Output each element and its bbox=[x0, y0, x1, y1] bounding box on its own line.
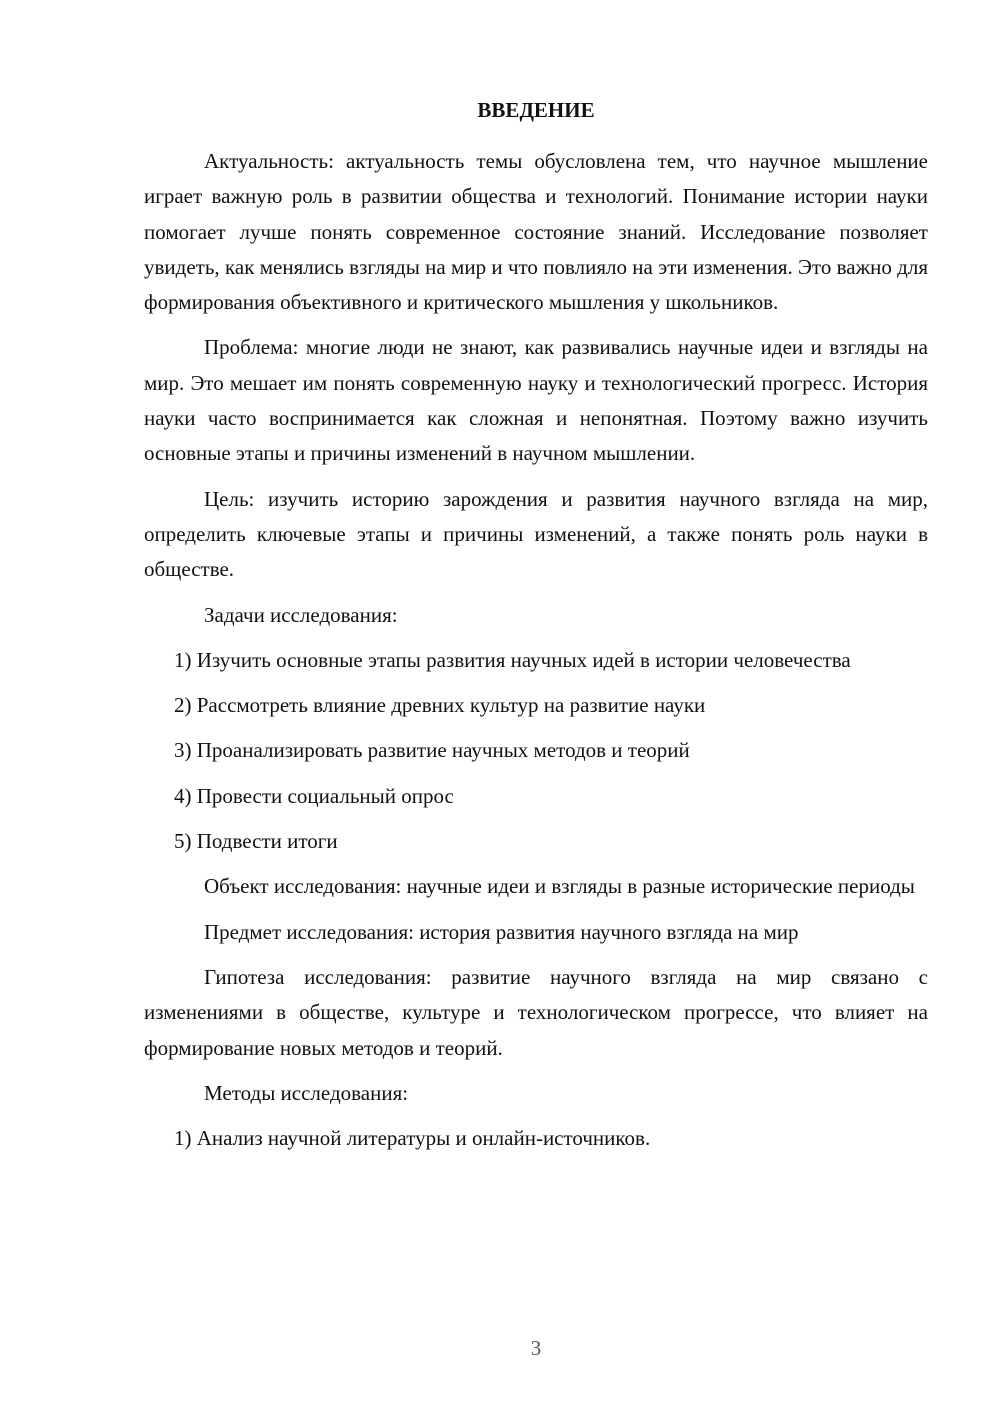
paragraph-relevance: Актуальность: актуальность темы обусловлена тем, что научное мышление играет важную роль в развитии общества и технологий. Понимание истории науки помогает лучше понять современное состояние знаний. Исследование позволяет увидеть, как менялись взгляды на мир и что повлияло на эти изменения. Это важно для формирования объективного и критического мышления у школьников. bbox=[144, 149, 928, 315]
methods-heading: Методы исследования: bbox=[204, 1080, 409, 1105]
task-item: 4) Провести социальный опрос bbox=[174, 783, 454, 808]
method-item: 1) Анализ научной литературы и онлайн-источников. bbox=[174, 1126, 651, 1151]
tasks-heading: Задачи исследования: bbox=[204, 602, 398, 627]
paragraph-problem: Проблема: многие люди не знают, как развивались научные идеи и взгляды на мир. Это мешает им понять современную науку и технологический прогресс. История науки часто воспринимается как сложная и непонятная. Поэтому важно изучить основные этапы и причины изменений в научном мышлении. bbox=[144, 335, 928, 466]
paragraph-subject: Предмет исследования: история развития научного взгляда на мир bbox=[204, 919, 799, 944]
page-title: ВВЕДЕНИЕ bbox=[477, 98, 595, 122]
task-item: 3) Проанализировать развитие научных методов и теорий bbox=[174, 738, 690, 763]
paragraph-object: Объект исследования: научные идеи и взгляды в разные исторические периоды bbox=[204, 874, 915, 899]
page-number: 3 bbox=[530, 1336, 542, 1360]
task-item: 5) Подвести итоги bbox=[174, 829, 338, 854]
task-item: 2) Рассмотреть влияние древних культур на развитие науки bbox=[174, 693, 706, 718]
paragraph-hypothesis: Гипотеза исследования: развитие научного взгляда на мир связано с изменениями в обществе, культуре и технологическом прогрессе, что влияет на формирование новых методов и теорий. bbox=[144, 964, 928, 1060]
paragraph-goal: Цель: изучить историю зарождения и развития научного взгляда на мир, определить ключевые этапы и причины изменений, а также понять роль науки в обществе. bbox=[144, 486, 928, 582]
task-item: 1) Изучить основные этапы развития научных идей в истории человечества bbox=[174, 647, 851, 672]
page-content bbox=[144, 96, 928, 1166]
